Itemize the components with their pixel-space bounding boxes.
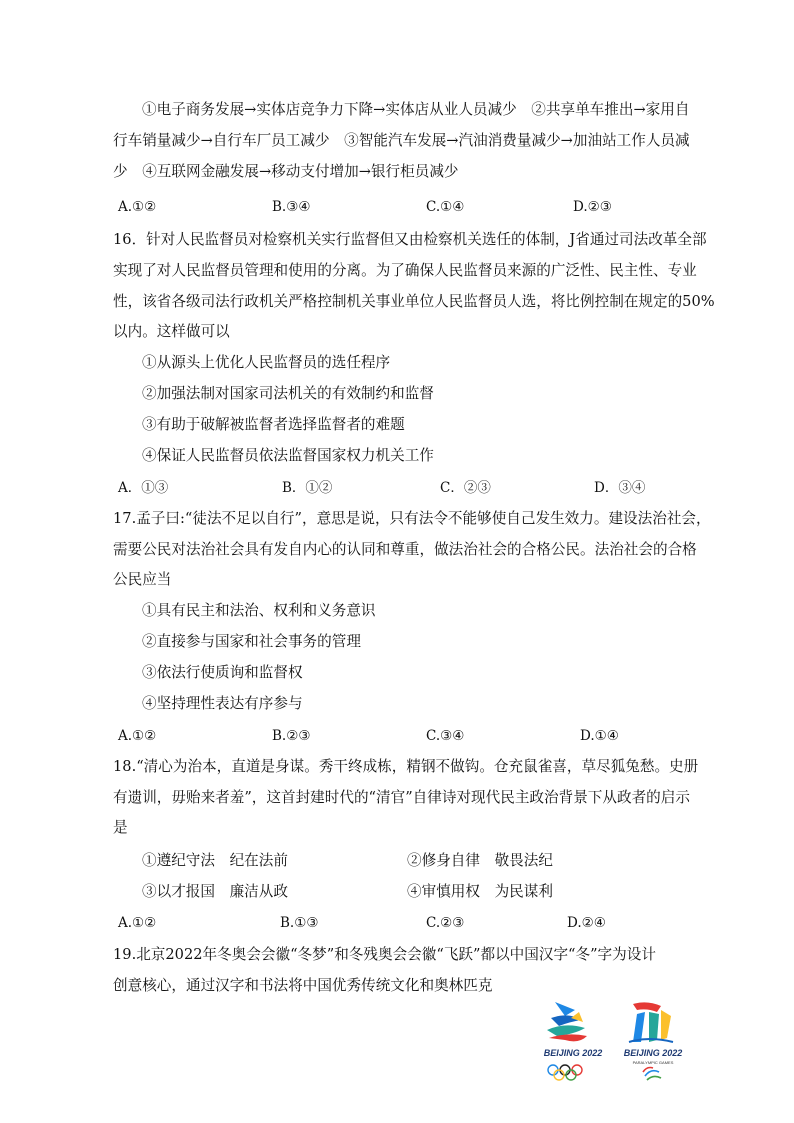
q16-option-d: D．③④ [594,480,646,496]
q19-stem-line-2: 创意核心，通过汉字和书法将中国优秀传统文化和奥林匹克 [113,977,493,994]
q16-option-b: B．①② [282,480,333,496]
q18-stem-line-3: 是 [113,819,128,836]
q17-item-1: ①具有民主和法治、权利和义务意识 [142,602,376,619]
paralympic-emblem-text: BEIJING 2022 [623,1048,683,1058]
q18-option-d: D.②④ [567,915,606,931]
olympic-emblem-logo [535,996,611,1086]
q16-item-4: ④保证人民监督员依法监督国家权力机关工作 [142,447,434,464]
q17-stem-line-3: 公民应当 [113,571,172,588]
q15-option-d: D.②③ [573,199,612,215]
q16-stem-line-4: 以内。这样做可以 [113,323,230,340]
q17-option-d: D.①④ [580,728,619,744]
q18-item-4: ④审慎用权 为民谋利 [407,883,553,900]
q18-option-b: B.①③ [280,915,319,931]
q18-stem-line-2: 有遗训，毋贻来者羞”，这首封建时代的“清官”自律诗对现代民主政治背景下从政者的启示 [113,789,690,806]
olympic-emblem-icon [535,996,611,1086]
q18-option-a: A.①② [118,915,157,931]
q16-item-1: ①从源头上优化人民监督员的选任程序 [142,354,391,371]
q17-option-b: B.②③ [272,728,311,744]
q18-item-2: ②修身自律 敬畏法纪 [407,852,553,869]
q15-statement-line-3: 少 ④互联网金融发展→移动支付增加→银行柜员减少 [113,163,459,180]
q17-option-c: C.③④ [426,728,465,744]
q17-option-a: A.①② [118,728,157,744]
q19-stem-line-1: 19.北京2022年冬奥会会徽“冬梦”和冬残奥会会徽“飞跃”都以中国汉字“冬”字为设计 [113,946,656,963]
paralympic-emblem-icon [615,996,691,1086]
q18-stem-line-1: 18.“清心为治本，直道是身谋。秀干终成栋，精钢不做钩。仓充鼠雀喜，草尽狐兔愁。史册 [113,758,699,775]
q15-option-b: B.③④ [272,199,311,215]
q16-stem-line-3: 性，该省各级司法行政机关严格控制机关事业单位人民监督员人选，将比例控制在规定的50% [113,293,715,310]
q15-option-a: A.①② [118,199,157,215]
q15-statement-line-2: 行车销量减少→自行车厂员工减少 ③智能汽车发展→汽油消费量减少→加油站工作人员减 [113,132,690,149]
q17-stem-line-2: 需要公民对法治社会具有发自内心的认同和尊重，做法治社会的合格公民。法治社会的合格 [113,541,697,558]
q18-item-1: ①遵纪守法 纪在法前 [142,852,288,869]
q17-item-3: ③依法行使质询和监督权 [142,664,303,681]
q15-option-c: C.①④ [426,199,465,215]
paralympic-emblem-logo [615,996,691,1086]
q16-stem-line-1: 16．针对人民监督员对检察机关实行监督但又由检察机关选任的体制，J省通过司法改革全部 [113,231,707,248]
q16-option-c: C．②③ [440,480,491,496]
q17-stem-line-1: 17.孟子曰:“徒法不足以自行”，意思是说，只有法令不能够使自己发生效力。建设法治社会， [113,510,711,527]
paralympic-emblem-subtext: PARALYMPIC GAMES [632,1060,674,1065]
olympic-emblem-text: BEIJING 2022 [543,1048,603,1058]
q18-option-c: C.②③ [426,915,465,931]
q16-item-3: ③有助于破解被监督者选择监督者的难题 [142,416,405,433]
q16-stem-line-2: 实现了对人民监督员管理和使用的分离。为了确保人民监督员来源的广泛性、民主性、专业 [113,262,697,279]
q16-item-2: ②加强法制对国家司法机关的有效制约和监督 [142,385,434,402]
q15-statement-line-1: ①电子商务发展→实体店竞争力下降→实体店从业人员减少 ②共享单车推出→家用自 [142,101,690,118]
q17-item-4: ④坚持理性表达有序参与 [142,695,303,712]
q18-item-3: ③以才报国 廉洁从政 [142,883,288,900]
q17-item-2: ②直接参与国家和社会事务的管理 [142,633,361,650]
q16-option-a: A．①③ [118,480,169,496]
